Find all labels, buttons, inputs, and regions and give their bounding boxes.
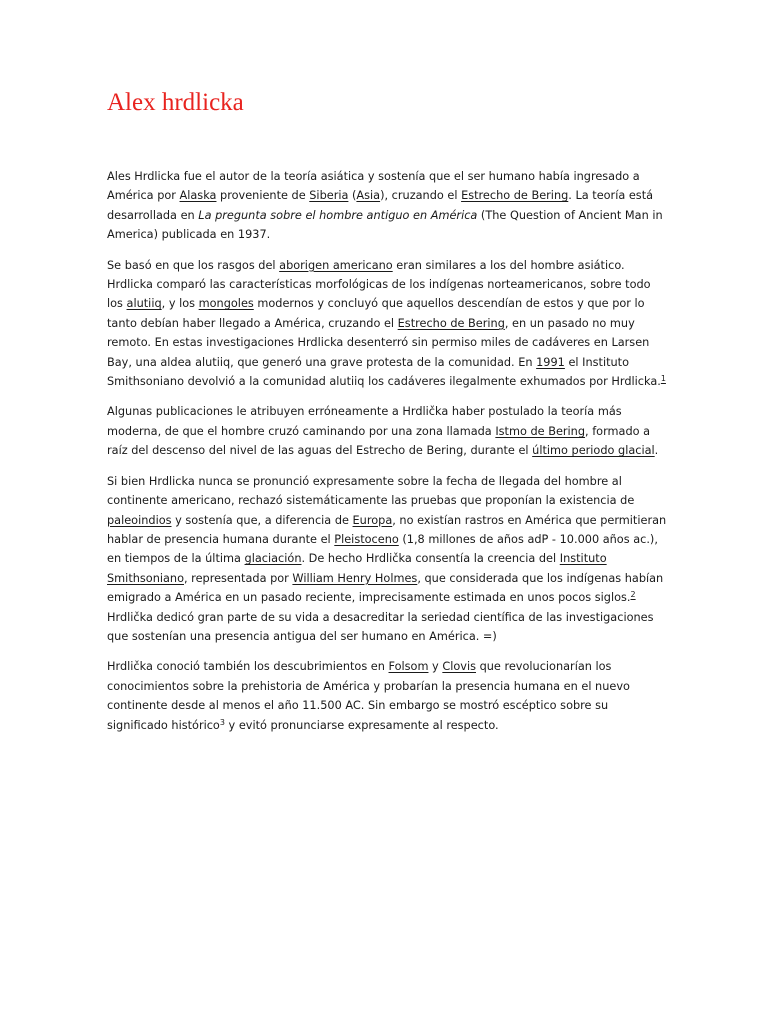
hyperlink[interactable]: Instituto — [559, 552, 607, 566]
text-segment: que sostenían una presencia antigua del ser humano en América. =) — [107, 629, 497, 643]
text-line — [107, 549, 667, 568]
text-segment: , formado a — [585, 424, 651, 438]
text-line — [107, 627, 667, 646]
text-line — [107, 511, 667, 530]
paragraph — [107, 402, 667, 460]
hyperlink[interactable]: Asia — [356, 189, 381, 203]
text-line — [107, 696, 667, 715]
text-line — [107, 206, 667, 225]
text-segment: modernos y concluyó que aquellos descendían de estos y que por lo — [253, 297, 645, 311]
text-segment: ( — [348, 189, 357, 203]
text-segment: , que considerada que los indígenas habían — [417, 571, 664, 585]
text-segment: . La teoría está — [568, 189, 654, 203]
text-line — [107, 167, 667, 186]
paragraph — [107, 472, 667, 647]
document-title: Alex hrdlicka — [107, 89, 244, 116]
hyperlink[interactable]: Istmo de Bering — [495, 424, 586, 438]
text-line — [107, 569, 667, 588]
text-segment: , representada por — [184, 571, 293, 585]
footnote-ref[interactable]: 1 — [660, 374, 666, 384]
text-line — [107, 353, 667, 372]
text-segment: hablar de presencia humana durante el — [107, 532, 335, 546]
paragraph — [107, 167, 667, 245]
hyperlink[interactable]: Europa — [352, 513, 393, 527]
text-segment: (The Question of Ancient Man in — [477, 208, 663, 222]
text-segment: Bay, una aldea alutiiq, que generó una grave protesta de la comunidad. En — [107, 355, 537, 369]
text-segment: Algunas publicaciones le atribuyen erróneamente a Hrdlička haber postulado la teoría más — [107, 405, 622, 419]
hyperlink[interactable]: Siberia — [309, 189, 349, 203]
text-segment: continente desde al menos el año 11.500 AC. Sin embargo se mostró escéptico sobre su — [107, 699, 609, 713]
text-segment: Hrdlicka comparó las características morfológicas de los indígenas norteamericanos, sobre todo — [107, 278, 651, 292]
text-segment: y — [428, 660, 443, 674]
text-segment: raíz del descenso del nivel de las aguas del Estrecho de Bering, durante el — [107, 444, 533, 458]
text-segment: los — [107, 297, 127, 311]
text-segment: America) publicada en 1937. — [107, 228, 271, 242]
hyperlink[interactable]: Pleistoceno — [334, 532, 399, 546]
text-segment: , no existían rastros en América que permitieran — [392, 513, 667, 527]
text-line — [107, 422, 667, 441]
hyperlink[interactable]: Estrecho de Bering — [397, 316, 505, 330]
text-segment: ), cruzando el — [380, 189, 462, 203]
text-line — [107, 402, 667, 421]
text-segment: proveniente de — [216, 189, 310, 203]
document-body — [107, 167, 667, 746]
text-segment: . De hecho Hrdlička consentía la creencia del — [301, 552, 560, 566]
text-segment: conocimientos sobre la prehistoria de América y probarían la presencia humana en el nuevo — [107, 679, 630, 693]
text-segment: en tiempos de la última — [107, 552, 245, 566]
hyperlink[interactable]: William Henry Holmes — [292, 571, 418, 585]
text-line — [107, 530, 667, 549]
text-line — [107, 225, 667, 244]
text-line — [107, 275, 667, 294]
text-segment: . — [654, 444, 659, 458]
text-line — [107, 186, 667, 205]
text-line — [107, 294, 667, 313]
text-segment: remoto. En estas investigaciones Hrdlicka desenterró sin permiso miles de cadáveres en Larsen — [107, 336, 650, 350]
hyperlink[interactable]: alutiiq — [126, 297, 162, 311]
paragraph — [107, 256, 667, 392]
footnote-ref[interactable]: 2 — [630, 590, 636, 600]
text-segment: que revolucionarían los — [476, 660, 612, 674]
text-segment: , y los — [161, 297, 199, 311]
text-segment: Ales Hrdlicka fue el autor de la teoría asiática y sostenía que el ser humano había ingresado a — [107, 170, 640, 183]
text-segment: , en un pasado no muy — [504, 316, 635, 330]
text-segment: y sostenía que, a diferencia de — [171, 513, 353, 527]
text-line — [107, 491, 667, 510]
hyperlink[interactable]: Alaska — [179, 189, 217, 203]
hyperlink[interactable]: Clovis — [442, 660, 476, 674]
text-line — [107, 441, 667, 460]
hyperlink[interactable]: Estrecho de Bering — [461, 189, 569, 203]
hyperlink[interactable]: 1991 — [536, 355, 565, 369]
hyperlink[interactable]: Folsom — [388, 660, 429, 674]
text-line — [107, 608, 667, 627]
text-line — [107, 716, 667, 735]
italic-text: La pregunta sobre el hombre antiguo en América — [198, 208, 478, 222]
paragraph — [107, 657, 667, 735]
text-line — [107, 333, 667, 352]
text-segment: moderna, de que el hombre cruzó caminando por una zona llamada — [107, 424, 496, 438]
text-segment: Se basó en que los rasgos del — [107, 258, 280, 272]
text-segment: Hrdlička conoció también los descubrimientos en — [107, 660, 389, 674]
hyperlink[interactable]: aborigen americano — [279, 258, 393, 272]
text-segment: tanto debían haber llegado a América, cruzando el — [107, 316, 398, 330]
text-line — [107, 588, 667, 607]
text-segment: desarrollada en — [107, 208, 199, 222]
text-line — [107, 472, 667, 491]
text-segment: emigrado a América en un pasado reciente, imprecisamente estimada en unos pocos siglos. — [107, 591, 631, 605]
hyperlink[interactable]: paleoindios — [107, 513, 172, 527]
text-line — [107, 314, 667, 333]
text-segment: y evitó pronunciarse expresamente al respecto. — [224, 718, 499, 732]
text-segment: eran similares a los del hombre asiático. — [392, 258, 625, 272]
text-segment: Si bien Hrdlicka nunca se pronunció expresamente sobre la fecha de llegada del hombre al — [107, 474, 622, 488]
text-segment: Hrdlička dedicó gran parte de su vida a desacreditar la seriedad científica de las investigaciones — [107, 610, 654, 624]
hyperlink[interactable]: mongoles — [198, 297, 254, 311]
hyperlink[interactable]: glaciación — [244, 552, 302, 566]
footnote-ref: 3 — [219, 717, 225, 727]
text-segment: el Instituto — [564, 355, 630, 369]
text-line — [107, 372, 667, 391]
text-segment: América por — [107, 189, 180, 203]
text-line — [107, 256, 667, 275]
text-line — [107, 657, 667, 676]
text-segment: Smithsoniano devolvió a la comunidad alutiiq los cadáveres ilegalmente exhumados por Hrdlicka. — [107, 375, 661, 389]
hyperlink[interactable]: último periodo glacial — [532, 444, 655, 458]
text-segment: (1,8 millones de años adP - 10.000 años ac.), — [398, 532, 658, 546]
text-segment: significado histórico — [107, 718, 220, 732]
text-segment: continente americano, rechazó sistemáticamente las pruebas que proponían la existencia de — [107, 494, 635, 508]
hyperlink[interactable]: Smithsoniano — [107, 571, 184, 585]
text-line — [107, 677, 667, 696]
